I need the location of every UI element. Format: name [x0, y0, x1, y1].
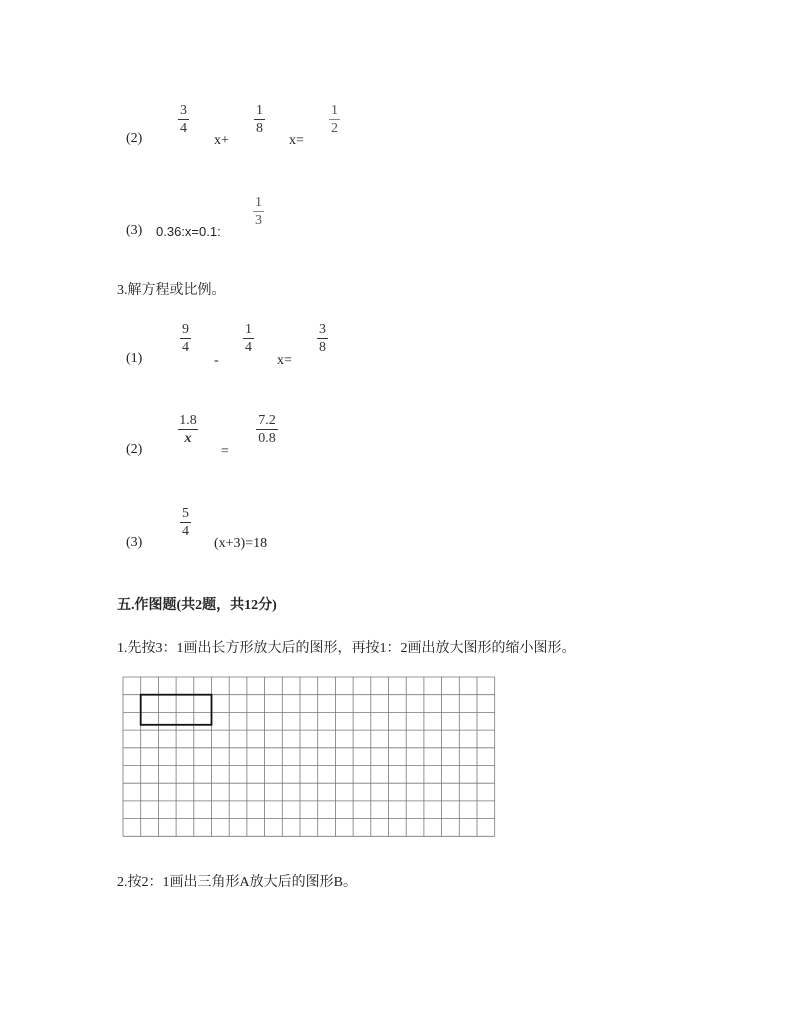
q2-fraction-1-denominator: 4: [180, 121, 187, 136]
s3-p2-fraction-2-numerator: 7.2: [258, 413, 276, 428]
fraction-bar: [254, 119, 265, 120]
q3-fraction: [253, 195, 264, 228]
q2-number: (2): [126, 131, 143, 146]
s3-p3-fraction-numerator: 5: [182, 506, 189, 521]
s3-p2-fraction-1-denominator: x: [184, 431, 192, 446]
s3-p1-fraction-3-numerator: 3: [319, 322, 326, 337]
fraction-bar: [178, 429, 198, 430]
fraction-bar: [180, 338, 191, 339]
fraction-bar: [253, 211, 264, 212]
s3-p1-x-equals: x=: [277, 353, 292, 368]
q2-fraction-3-numerator: 1: [331, 103, 338, 118]
s3-p1-fraction-2-denominator: 4: [245, 340, 252, 355]
fraction-bar: [317, 338, 328, 339]
s3-p3-fraction-denominator: 4: [182, 524, 189, 539]
s3-p1-fraction-1: [180, 322, 191, 355]
section5-q2: 2.按2：1画出三角形A放大后的图形B。: [117, 875, 357, 890]
fraction-bar: [180, 522, 191, 523]
q2-fraction-1: [178, 103, 189, 136]
s3-p1-fraction-1-numerator: 9: [182, 322, 189, 337]
q3-fraction-numerator: 1: [255, 195, 262, 210]
s3-p1-fraction-2-numerator: 1: [245, 322, 252, 337]
q3-number: (3): [126, 223, 143, 238]
s3-p1-number: (1): [126, 351, 143, 366]
q2-fraction-3-denominator: 2: [331, 121, 338, 136]
s3-p3-number: (3): [126, 535, 143, 550]
q2-x-equals: x=: [289, 133, 304, 148]
q2-fraction-3: [329, 103, 340, 136]
fraction-bar: [243, 338, 254, 339]
section5-q1: 1.先按3：1画出长方形放大后的图形，再按1：2画出放大图形的缩小图形。: [117, 641, 576, 656]
s3-p2-fraction-2-denominator: 0.8: [258, 431, 276, 446]
fraction-bar: [329, 119, 340, 120]
s3-p2-number: (2): [126, 442, 143, 457]
drawing-grid: [122, 676, 496, 843]
s3-p2-equals: =: [221, 444, 229, 459]
section5-heading: 五.作图题(共2题，共12分): [117, 598, 277, 613]
s3-p2-fraction-2: [256, 413, 278, 446]
q2-fraction-2: [254, 103, 265, 136]
q3-text: 0.36:x=0.1:: [156, 224, 221, 239]
grid-svg: [122, 676, 496, 838]
s3-p1-minus: -: [214, 353, 219, 368]
s3-p1-fraction-3-denominator: 8: [319, 340, 326, 355]
q2-fraction-2-numerator: 1: [256, 103, 263, 118]
q2-x-plus: x+: [214, 133, 229, 148]
section3-title: 3.解方程或比例。: [117, 283, 226, 298]
fraction-bar: [256, 429, 278, 430]
s3-p3-rest: (x+3)=18: [214, 536, 268, 551]
fraction-bar: [178, 119, 189, 120]
s3-p2-fraction-1-numerator: 1.8: [179, 413, 197, 428]
q2-fraction-1-numerator: 3: [180, 103, 187, 118]
q3-fraction-denominator: 3: [255, 213, 262, 228]
q2-fraction-2-denominator: 8: [256, 121, 263, 136]
s3-p2-fraction-1: [178, 413, 198, 446]
s3-p1-fraction-2: [243, 322, 254, 355]
s3-p1-fraction-3: [317, 322, 328, 355]
s3-p1-fraction-1-denominator: 4: [182, 340, 189, 355]
s3-p3-fraction: [180, 506, 191, 539]
